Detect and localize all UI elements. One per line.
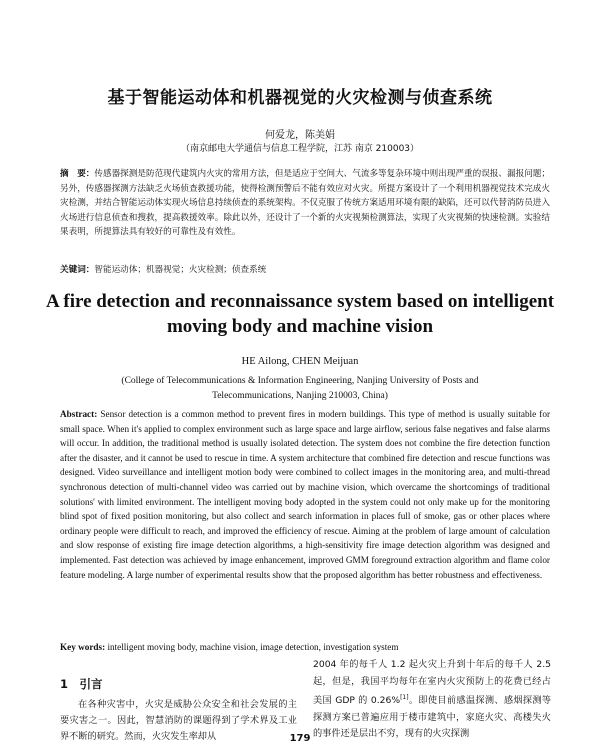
chinese-affiliation: （南京邮电大学通信与信息工程学院，江苏 南京 210003） [180,144,420,154]
chinese-abstract-text: 传感器探测是防范现代建筑内火灾的常用方法，但是适应于空间大、气流多等复杂环境中则出现严重的误报、漏报问题；另外，传感器探测方法缺乏火场侦查救援功能，使得检测预警后不能有效应对火灾。所提方案设计了一个利用机器视觉技术完成火灾检测，并结合智能运动体实现火场信息持续侦查的系统架构。不仅克服了传统方案适用环境有限的缺陷，还可以代替消防员进入火场进行信息侦查和搜救，提高救援效率。除此以外，还设计了一个新的火灾视频检测算法，实现了火灾视频的快速检测。实验结果表明，所提算法具有较好的可靠性及有效性。 [60,169,550,238]
english-keywords-text: intelligent moving body, machine vision, image detection, investigation system [107,642,399,652]
english-title: A fire detection and reconnaissance system based on intelligent moving body and machine vision [45,291,555,337]
english-authors: HE Ailong, CHEN Meijuan [241,356,359,367]
english-keywords [60,642,550,652]
page-number: 179 [289,733,311,744]
citation-marker[interactable]: [1] [400,694,409,701]
chinese-keywords-label: 关键词： [60,265,95,275]
english-keywords-label: Key words: [60,642,106,652]
body-right-text-1: 2004 年的每千人 1.2 起火灾上升到十年后的每千人 2.5 起，但是，我国平均每年在室内火灾预防上的花费已经占美国 GDP 的 0.26% [313,659,551,707]
body-right-text-2: 。即使目前感温探测、感烟探测等探测方案已普遍应用于楼市建筑中，家庭火灾、高楼失火的事件还是层出不穷，现有的火灾探测 [313,695,552,740]
english-abstract [60,407,550,582]
body-right-column [313,657,551,743]
chinese-keywords [60,263,550,275]
chinese-keywords-text: 智能运动体；机器视觉；火灾检测；侦查系统 [94,265,267,275]
chinese-abstract [60,167,550,240]
body-left-column: 在各种灾害中，火灾是威胁公众安全和社会发展的主要灾害之一。因此，智慧消防的课题得到了学术界及工业界不断的研究。然而，火灾发生率却从 [60,699,297,742]
section-heading-introduction: 1 引言 [60,677,103,691]
english-abstract-text: Sensor detection is a common method to prevent fires in modern buildings. This type of method is usually suitable for small space. When it's applied to complex environment such as large space and large airflow, serious false negatives and false alarms will occur. In addition, the traditional method is usually isolated detection. The system does not combine the fire detection function after the disaster, and it cannot be used to rescue in time. A system architecture that combined fire detection and rescue functions was designed. Video surveillance and intelligent motion body were combined to collect images in the monitoring area, and multi-thread synchronous detection of multi-channel video was carried out by machine vision, which overcame the shortcomings of traditional solutions' with limited environment. The intelligent moving body adopted in the system could not only make up for the monitoring blind spot of fixed position monitoring, but also collect and search information in places full of smoke, gas or other places where ordinary people were difficult to reach, and improved the efficiency of rescue. Aiming at the problem of large amount of calculation and slow response of existing fire image detection algorithms, a high-sensitivity fire image detection algorithm was designed and implemented. Fast detection was achieved by image enhancement, improved GMM foreground extraction algorithm and flame color feature modeling. A large number of experimental results show that the proposed algorithm has better robustness and effectiveness. [60,409,551,580]
english-affiliation: (College of Telecommunications & Information Engineering, Nanjing University of Posts and Telecommunications, Nanjing 210003, China) [121,376,479,401]
chinese-authors: 何爱龙，陈美娟 [265,130,335,141]
english-abstract-label: Abstract: [60,409,98,419]
chinese-abstract-label: 摘 要： [60,169,95,179]
chinese-title: 基于智能运动体和机器视觉的火灾检测与侦查系统 [107,88,493,108]
